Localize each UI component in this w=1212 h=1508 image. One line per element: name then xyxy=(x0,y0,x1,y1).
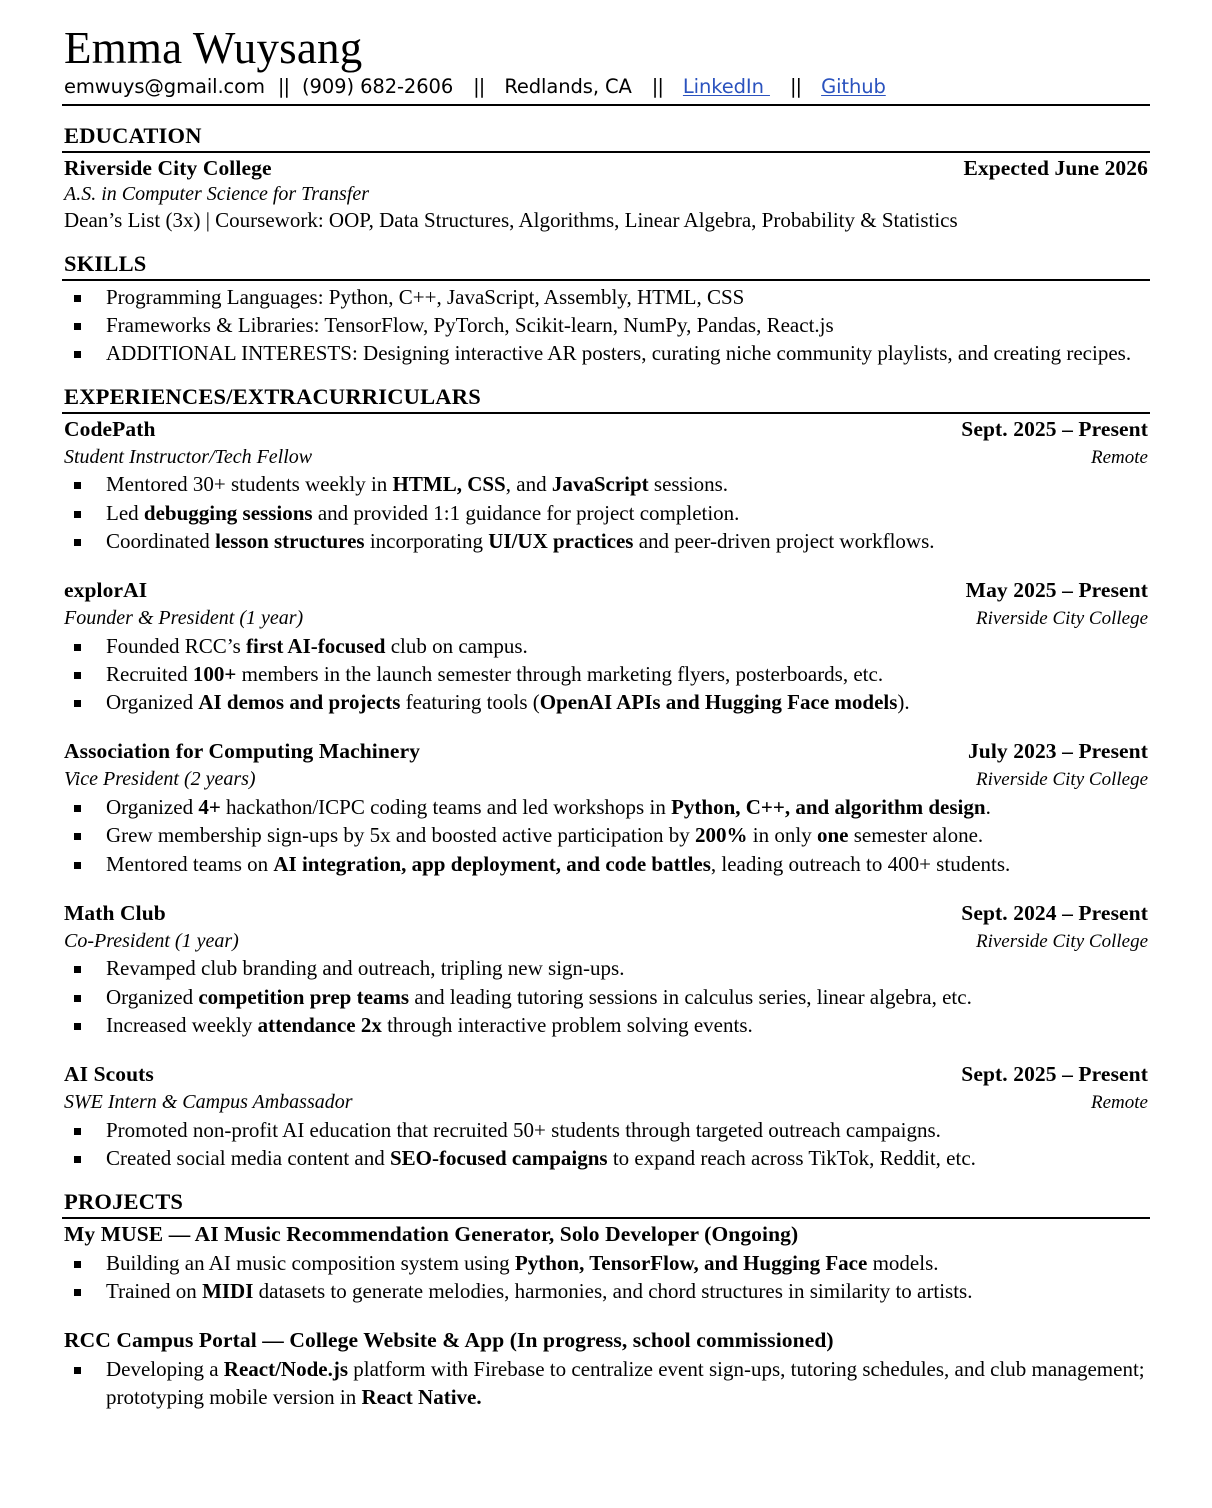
contact-separator-2: || xyxy=(473,74,485,98)
bullet-text: Coordinated xyxy=(106,528,216,553)
bullet-text: sessions. xyxy=(648,472,729,497)
experience-place: Riverside City College xyxy=(975,608,1148,630)
bullet-text: and leading tutoring sessions in calculus series, linear algebra, etc. xyxy=(409,984,972,1009)
bullet-text: Grew membership sign-ups by 5x and boosted active participation by xyxy=(106,823,696,848)
bullet-emphasis: attendance 2x xyxy=(257,1012,382,1037)
experience-bullet-list xyxy=(62,793,1150,878)
bullet-item xyxy=(62,821,1150,849)
bullet-emphasis: lesson structures xyxy=(215,528,365,553)
contact-location: Redlands, CA xyxy=(504,74,632,98)
experiences-section xyxy=(62,384,1150,1172)
bullet-emphasis: debugging sessions xyxy=(143,500,313,525)
bullet-emphasis: React Native. xyxy=(361,1385,482,1410)
bullet-text: Organized xyxy=(106,984,199,1009)
bullet-text: members in the launch semester through marketing flyers, posterboards, etc. xyxy=(236,662,884,687)
project-entry-list xyxy=(62,1221,1150,1412)
bullet-text: , and xyxy=(505,472,552,497)
bullet-item xyxy=(62,983,1150,1011)
experience-role-row xyxy=(62,444,1150,471)
education-details: Dean’s List (3x) | Coursework: OOP, Data Structures, Algorithms, Linear Algebra, Probability & Statistics xyxy=(64,207,958,232)
bullet-emphasis: competition prep teams xyxy=(198,984,410,1009)
experience-place: Remote xyxy=(1091,446,1148,468)
skills-section xyxy=(62,251,1150,367)
bullet-text: datasets to generate melodies, harmonies, and chord structures in similarity to artists. xyxy=(253,1278,973,1303)
skills-section-title: SKILLS xyxy=(64,251,147,277)
bullet-text: Mentored teams on xyxy=(106,851,274,876)
experience-entry xyxy=(62,1061,1150,1172)
experience-place: Riverside City College xyxy=(975,769,1148,791)
bullet-item xyxy=(62,1144,1150,1172)
experience-role-row xyxy=(62,766,1150,793)
experience-org-row xyxy=(62,738,1150,766)
linkedin-link[interactable]: LinkedIn xyxy=(682,74,770,98)
bullet-text: Promoted non-profit AI education that recruited 50+ students through targeted outreach campaigns. xyxy=(106,1117,941,1142)
experience-org: Math Club xyxy=(64,900,166,925)
bullet-text: incorporating xyxy=(364,528,489,553)
bullet-emphasis: Python, TensorFlow, and Hugging Face xyxy=(514,1250,868,1275)
bullet-emphasis: 4+ xyxy=(198,795,221,820)
bullet-text: Revamped club branding and outreach, tripling new sign-ups. xyxy=(106,956,625,981)
experience-date: Sept. 2025 – Present xyxy=(961,416,1148,441)
bullet-emphasis: AI demos and projects xyxy=(198,690,401,715)
bullet-text: Recruited xyxy=(106,662,193,687)
bullet-item xyxy=(62,954,1150,982)
bullet-emphasis: UI/UX practices xyxy=(488,528,634,553)
experience-role-row xyxy=(62,605,1150,632)
experience-entry xyxy=(62,416,1150,555)
bullet-item xyxy=(62,1011,1150,1039)
bullet-item xyxy=(62,688,1150,716)
experience-org-row xyxy=(62,900,1150,928)
resume-header xyxy=(62,23,1150,106)
bullet-emphasis: 100+ xyxy=(192,662,237,687)
bullet-text: and provided 1:1 guidance for project completion. xyxy=(312,500,740,525)
contact-separator-4: || xyxy=(789,74,802,98)
contact-phone: (909) 682-2606 xyxy=(302,74,454,98)
project-bullet-list xyxy=(62,1355,1150,1411)
education-date: Expected June 2026 xyxy=(963,155,1148,180)
bullet-emphasis: JavaScript xyxy=(551,472,649,497)
experience-org-row xyxy=(62,416,1150,444)
bullet-text: Developing a xyxy=(106,1357,224,1382)
project-entry xyxy=(62,1327,1150,1411)
experience-role-row xyxy=(62,928,1150,955)
bullet-text: . xyxy=(985,795,991,820)
experience-entry xyxy=(62,738,1150,877)
experience-bullet-list xyxy=(62,470,1150,555)
bullet-text: to expand reach across TikTok, Reddit, etc. xyxy=(607,1146,976,1170)
project-bullet-list xyxy=(62,1249,1150,1305)
projects-section xyxy=(62,1189,1150,1411)
bullet-item xyxy=(62,339,1150,367)
bullet-text: Programming Languages: Python, C++, JavaScript, Assembly, HTML, CSS xyxy=(106,284,745,309)
education-rule xyxy=(62,151,1150,153)
bullet-item xyxy=(62,850,1150,878)
bullet-item xyxy=(62,1116,1150,1144)
experience-entry xyxy=(62,577,1150,716)
experience-bullet-list xyxy=(62,954,1150,1039)
bullet-text: Building an AI music composition system using xyxy=(106,1250,515,1275)
bullet-text: ). xyxy=(897,690,910,715)
experience-role: Founder & President (1 year) xyxy=(64,607,304,630)
bullet-item xyxy=(62,283,1150,311)
bullet-text: Increased weekly xyxy=(106,1012,258,1037)
bullet-item xyxy=(62,632,1150,660)
experience-org-row xyxy=(62,577,1150,605)
github-link[interactable]: Github xyxy=(821,74,886,98)
education-section-title: EDUCATION xyxy=(64,123,202,149)
bullet-text: and peer-driven project workflows. xyxy=(633,528,935,553)
projects-section-title: PROJECTS xyxy=(64,1189,184,1215)
bullet-text: club on campus. xyxy=(385,633,528,658)
bullet-text: platform with Firebase to centralize event sign-ups, tutoring schedules, and club management; prototyping mobile version in xyxy=(106,1357,1145,1410)
bullet-text: Created social media content and xyxy=(106,1146,390,1170)
project-title: My MUSE — AI Music Recommendation Generator, Solo Developer (Ongoing) xyxy=(64,1221,799,1246)
bullet-item xyxy=(62,470,1150,498)
bullet-item xyxy=(62,660,1150,688)
bullet-item xyxy=(62,1277,1150,1305)
bullet-emphasis: first AI-focused xyxy=(246,633,386,658)
experience-role-row xyxy=(62,1089,1150,1116)
experience-date: Sept. 2025 – Present xyxy=(961,1062,1148,1087)
bullet-item xyxy=(62,311,1150,339)
bullet-text: through interactive problem solving events. xyxy=(381,1012,753,1037)
contact-separator-1: || xyxy=(277,74,290,98)
bullet-text: Organized xyxy=(106,690,199,715)
bullet-text: ADDITIONAL INTERESTS: Designing interactive AR posters, curating niche community playlists, and creating recipes. xyxy=(106,341,1132,366)
experience-bullet-list xyxy=(62,632,1150,717)
bullet-emphasis: 200% xyxy=(695,823,748,848)
experience-role: Co-President (1 year) xyxy=(64,929,239,952)
experience-entry xyxy=(62,900,1150,1039)
bullet-text: models. xyxy=(867,1250,939,1275)
experiences-rule xyxy=(62,412,1150,414)
experience-date: Sept. 2024 – Present xyxy=(961,900,1148,925)
skills-rule xyxy=(62,279,1150,281)
bullet-item xyxy=(62,527,1150,555)
bullet-emphasis: AI integration, app deployment, and code battles xyxy=(273,851,711,876)
experience-org: AI Scouts xyxy=(64,1062,154,1087)
experience-entry-list xyxy=(62,416,1150,1172)
experience-org-row xyxy=(62,1061,1150,1089)
education-school: Riverside City College xyxy=(64,155,272,180)
experience-date: May 2025 – Present xyxy=(965,578,1148,603)
bullet-text: Founded RCC’s xyxy=(106,633,247,658)
bullet-emphasis: MIDI xyxy=(202,1278,254,1303)
bullet-text: Led xyxy=(106,500,144,525)
skills-list xyxy=(62,283,1150,368)
experience-org: explorAI xyxy=(64,578,148,603)
experience-org: CodePath xyxy=(64,416,156,441)
contact-line xyxy=(62,74,1150,106)
experience-role: SWE Intern & Campus Ambassador xyxy=(64,1091,353,1114)
bullet-emphasis: Python, C++, and algorithm design xyxy=(671,795,986,820)
bullet-text: in only xyxy=(747,823,817,848)
experience-org: Association for Computing Machinery xyxy=(64,739,421,764)
project-entry xyxy=(62,1221,1150,1305)
bullet-text: , leading outreach to 400+ students. xyxy=(710,851,1011,876)
education-degree: A.S. in Computer Science for Transfer xyxy=(64,182,369,205)
bullet-item xyxy=(62,1249,1150,1277)
experience-place: Riverside City College xyxy=(975,930,1148,952)
projects-rule xyxy=(62,1217,1150,1219)
project-title: RCC Campus Portal — College Website & App (In progress, school commissioned) xyxy=(64,1328,834,1353)
experience-bullet-list xyxy=(62,1116,1150,1172)
bullet-item xyxy=(62,793,1150,821)
experience-role: Student Instructor/Tech Fellow xyxy=(64,445,313,468)
bullet-emphasis: OpenAI APIs and Hugging Face models xyxy=(539,690,898,715)
experience-date: July 2023 – Present xyxy=(967,739,1148,764)
bullet-text: featuring tools ( xyxy=(400,690,540,715)
bullet-text: semester alone. xyxy=(848,823,984,848)
bullet-text: Trained on xyxy=(106,1278,203,1303)
bullet-emphasis: React/Node.js xyxy=(223,1357,349,1382)
bullet-emphasis: one xyxy=(816,823,849,848)
bullet-text: hackathon/ICPC coding teams and led workshops in xyxy=(220,795,672,820)
experience-role: Vice President (2 years) xyxy=(64,768,256,791)
experience-place: Remote xyxy=(1091,1092,1148,1114)
candidate-name: Emma Wuysang xyxy=(64,23,363,73)
bullet-text: Mentored 30+ students weekly in xyxy=(106,472,393,497)
education-section xyxy=(62,123,1150,234)
contact-separator-3: || xyxy=(651,74,663,98)
bullet-emphasis: SEO-focused campaigns xyxy=(389,1146,608,1170)
bullet-emphasis: HTML, CSS xyxy=(392,472,506,497)
education-entry-header xyxy=(62,155,1150,183)
bullet-text: Organized xyxy=(106,795,199,820)
bullet-item xyxy=(62,499,1150,527)
experiences-section-title: EXPERIENCES/EXTRACURRICULARS xyxy=(64,384,481,410)
contact-email: emwuys@gmail.com xyxy=(64,74,265,98)
bullet-text: Frameworks & Libraries: TensorFlow, PyTorch, Scikit-learn, NumPy, Pandas, React.js xyxy=(106,312,834,337)
bullet-item xyxy=(62,1355,1150,1411)
